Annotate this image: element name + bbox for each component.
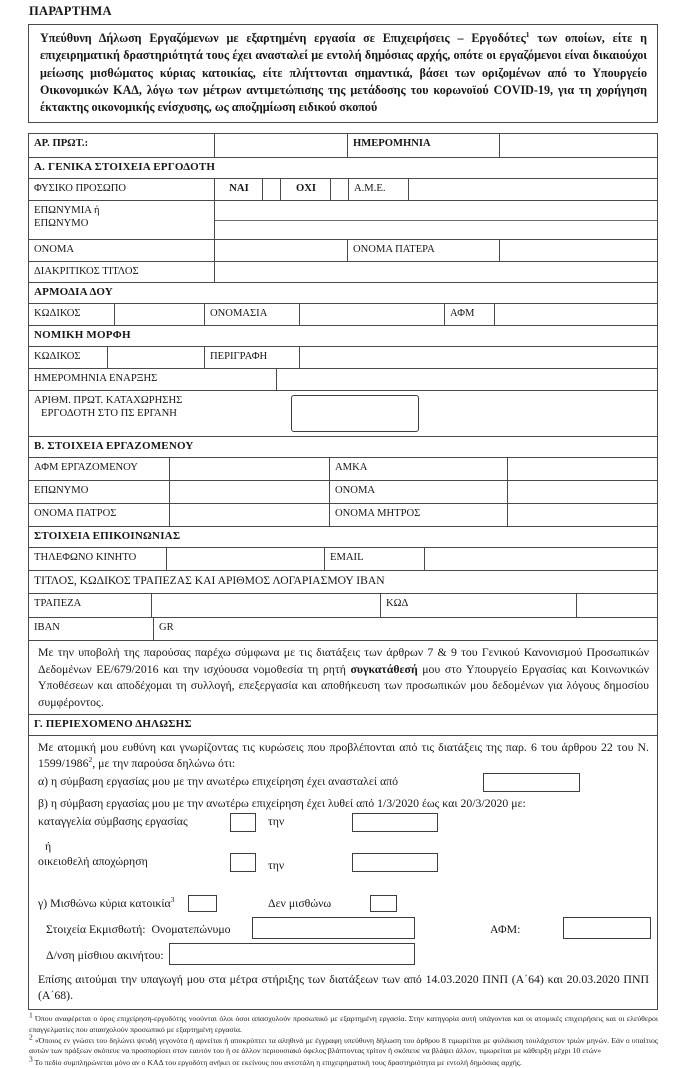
trapeza-label: ΤΡΑΠΕΖΑ [34, 598, 82, 610]
footnote-3-marker: 3 [29, 1054, 33, 1064]
ame-label: Α.Μ.Ε. [348, 179, 408, 200]
eponymia-value-field-2[interactable] [215, 220, 657, 240]
onoma-patros-value-field[interactable] [169, 504, 329, 526]
contact-title: ΣΤΟΙΧΕΙΑ ΕΠΙΚΟΙΝΩΝΙΑΣ [34, 530, 181, 543]
nomiki-kodikos-label: ΚΩΔΙΚΟΣ [34, 351, 81, 363]
diakritikos-label: ΔΙΑΚΡΙΤΙΚΟΣ ΤΙΤΛΟΣ [34, 266, 139, 278]
declaration-intro-part2: , με την παρούσα δηλώνω ότι: [92, 756, 236, 771]
kataggelia-date-box[interactable] [352, 813, 438, 832]
eponymo-value-field[interactable] [169, 481, 329, 503]
onomateponymo-label: Ονοματεπώνυμο [151, 922, 231, 937]
declaration-intro [38, 739, 649, 771]
line-or [38, 838, 649, 852]
row-enarxi [29, 368, 657, 390]
onoma-patera-label: ΟΝΟΜΑ ΠΑΤΕΡΑ [347, 240, 499, 261]
footnote-marker-3: 3 [170, 895, 175, 905]
trapeza-value-field[interactable] [151, 594, 380, 617]
section-c-title: Γ. ΠΕΡΙΕΧΟΜΕΝΟ ΔΗΛΩΣΗΣ [34, 718, 192, 731]
tilefono-value-field[interactable] [166, 548, 324, 570]
den-misthono-checkbox[interactable] [370, 895, 397, 912]
ar-prot-value-field[interactable] [214, 134, 347, 157]
apoxorisi-tin-label: την [268, 858, 285, 873]
ar-prot-label: ΑΡ. ΠΡΩΤ.: [34, 138, 89, 150]
footnote-1-marker: 1 [29, 1010, 33, 1020]
iban-label: ΙΒΑΝ [34, 622, 60, 634]
iban-value-field[interactable] [153, 618, 657, 640]
row-section-c [29, 714, 657, 735]
eponymia-label [29, 201, 214, 239]
footnote-1-text: Όπου αναφέρεται ο όρος επιχείρηση-εργοδότης νοούνται όλοι όσοι απασχολούν προσωπικό με εξαρτημένη εργασία. Στην κατηγορία αυτή υπάγονται και οι ατομικές επιχειρήσεις και οι ελεύθεροι επαγγελματίες που απασχολούν προσωπικό με εξαρτημένη εργασία. [29, 1014, 658, 1034]
anastoli-date-box[interactable] [483, 773, 580, 792]
consent-part1: Με την υποβολή της παρούσας παρέχω σύμφωνα με τις διατάξεις των άρθρων 7 & 9 του Γενικού Κανονισμού Προσωπικών Δεδομένων ΕΕ/679/2016 και την ισχύουσα νομοθεσία τη ρητή [38, 645, 649, 676]
nai-checkbox[interactable] [262, 179, 280, 200]
afm-ekmisthoti-label: ΑΦΜ: [490, 922, 521, 937]
doy-onomasia-label: ΟΝΟΜΑΣΙΑ [204, 304, 299, 325]
row-nomiki [29, 346, 657, 368]
doy-onomasia-value-field[interactable] [299, 304, 444, 325]
row-declaration [29, 735, 657, 1009]
footnote-marker-2: 2 [88, 755, 93, 765]
row-fysiko-prosopo [29, 178, 657, 200]
footnote-3 [29, 1054, 658, 1068]
consent-part2: μου στο Υπουργείο Εργασίας και Κοινωνικών Υποθέσεων και αποδέχομαι τη συλλογή, επεξεργασία και αποθήκευση των προσωπικών μου δεδομένων για λόγους δημοσίου συμφέροντος. [38, 661, 649, 709]
ekmisthotis-label [46, 921, 231, 937]
row-contact-header [29, 526, 657, 547]
ergani-label [29, 391, 289, 436]
afm-ergazomenou-label: ΑΦΜ ΕΡΓΑΖΟΜΕΝΟΥ [34, 462, 138, 474]
enarxi-label: ΗΜΕΡΟΜΗΝΙΑ ΕΝΑΡΞΗΣ [34, 373, 158, 385]
kataggelia-tin-label: την [268, 814, 285, 829]
line-ekmisthotis [38, 917, 649, 943]
row-eponymia [29, 200, 657, 239]
row-eponymo [29, 480, 657, 503]
imerominia-value-field[interactable] [499, 134, 657, 157]
apoxorisi-checkbox[interactable] [230, 853, 256, 872]
line-apoxorisi [38, 852, 649, 878]
imerominia-label: ΗΜΕΡΟΜΗΝΙΑ [347, 134, 499, 157]
row-onoma [29, 239, 657, 261]
page-title: ΠΑΡΑΡΤΗΜΑ [29, 4, 112, 18]
consent-paragraph [29, 641, 657, 714]
row-onoma-patros [29, 503, 657, 526]
eponymia-value-field-1[interactable] [215, 201, 657, 220]
row-ergani [29, 390, 657, 436]
eponymia-label-line1: ΕΠΩΝΥΜΙΑ ή [34, 205, 100, 217]
footnote-marker-1: 1 [525, 29, 530, 39]
doy-afm-value-field[interactable] [494, 304, 657, 325]
iban-gr-prefix: GR [159, 622, 174, 634]
row-iban [29, 617, 657, 640]
row-bank-header [29, 570, 657, 593]
footnote-2-text: «Όποιος εν γνώσει του δηλώνει ψευδή γεγονότα ή αρνείται ή αποκρύπτει τα αληθινά με έγγραφη υπεύθυνη δήλωση του άρθρου 8 τιμωρείται με φυλάκιση τουλάχιστον τριών μηνών. Εάν ο υπαίτιος αυτών των πράξεων σκόπευε να προσπορίσει στον εαυτόν του ή σε άλλον περιουσιακό όφελος βλάπτοντας τρίτον ή σκόπευε να βλάψει άλλον, τιμωρείται με κάθειρξη μέχρι 10 ετών» [29, 1035, 658, 1056]
doy-kodikos-label: ΚΩΔΙΚΟΣ [34, 308, 81, 320]
ergani-label-line2: ΕΡΓΟΔΟΤΗ ΣΤΟ ΠΣ ΕΡΓΑΝΗ [41, 408, 177, 420]
onomateponymo-box[interactable] [252, 917, 415, 939]
line-item-b [38, 795, 649, 812]
amka-value-field[interactable] [507, 458, 657, 480]
enarxi-value-field[interactable] [276, 369, 657, 390]
den-misthono-label: Δεν μισθώνω [268, 896, 332, 911]
item-b-text: β) η σύμβαση εργασίας μου με την ανωτέρω επιχείρηση έχει λυθεί από 1/3/2020 έως και 20/3/2020 με: [38, 796, 526, 811]
row-diakritikos [29, 261, 657, 282]
ergani-label-line1: ΑΡΙΘΜ. ΠΡΩΤ. ΚΑΤΑΧΩΡΗΣΗΣ [34, 395, 183, 407]
line-item-c [38, 894, 649, 917]
intro-declaration-text [28, 24, 658, 123]
footnote-3-text: Το πεδίο συμπληρώνεται μόνο αν ο ΚΑΔ του εργοδότη ανήκει σε εκείνους που ανεστάλη η επιχειρηματική τους δραστηριότητα με εντολή δημόσιας αρχής. [32, 1057, 522, 1067]
kod-value-field[interactable] [576, 594, 657, 617]
or-label: ή [45, 839, 52, 854]
onoma-mitros-value-field[interactable] [507, 504, 657, 526]
nai-label: ΝΑΙ [214, 179, 262, 200]
oxi-label: ΟΧΙ [280, 179, 330, 200]
footnotes [29, 1010, 658, 1068]
eponymia-label-line2: ΕΠΩΝΥΜΟ [34, 218, 89, 230]
intro-text-part2: των οποίων, είτε η επιχειρηματική δραστηριότητά τους έχει ανασταλεί με εντολή δημόσιας αρχής, οπότε οι εργαζόμενοι είναι δικαιούχοι μείωσης μισθώματος κύριας κατοικίας, είτε πλήττονται σημαντικά, βάσει των οριζομένων από το Υπουργείο Οικονομικών ΚΑΔ, λόγω των μέτρων αντιμετώπισης της μετάδοσης του κορωνοϊού COVID-19, για τη χορήγηση έκτακτης οικονομικής ενίσχυσης, ως αποζημίωση ειδικού σκοπού [40, 31, 647, 115]
episis-paragraph: Επίσης αιτούμαι την υπαγωγή μου στα μέτρα στήριξης των διατάξεων των από 14.03.2020 ΠΝΠ (Α΄64) και 20.03.2020 ΠΝΠ (Α΄68). [38, 972, 649, 1003]
nomiki-title: ΝΟΜΙΚΗ ΜΟΡΦΗ [34, 329, 131, 342]
amka-label: ΑΜΚΑ [329, 458, 507, 480]
row-doy-header [29, 282, 657, 303]
intro-text-part1: Υπεύθυνη Δήλωση Εργαζόμενων με εξαρτημένη εργασία σε Επιχειρήσεις – Εργοδότες [40, 31, 526, 45]
misthono-label [38, 895, 174, 911]
kataggelia-label: καταγγελία σύμβασης εργασίας [38, 814, 188, 829]
nomiki-kodikos-value-field[interactable] [107, 347, 204, 368]
declaration-content [29, 736, 657, 1009]
footnote-2 [29, 1032, 658, 1057]
fysiko-prosopo-label: ΦΥΣΙΚΟ ΠΡΟΣΩΠΟ [34, 183, 127, 195]
diakritikos-value-field[interactable] [214, 262, 657, 282]
apoxorisi-label: οικειοθελή αποχώρηση [38, 854, 148, 869]
onoma-patera-value-field[interactable] [499, 240, 657, 261]
afm-ekmisthoti-box[interactable] [563, 917, 651, 939]
line-dnsi [38, 943, 649, 968]
onoma-value-field[interactable] [214, 240, 347, 261]
main-form-table [28, 133, 658, 1010]
email-label: EMAIL [324, 548, 424, 570]
ame-value-field[interactable] [408, 179, 657, 200]
row-consent [29, 640, 657, 714]
afm-ergazomenou-value-field[interactable] [169, 458, 329, 480]
misthono-text: γ) Μισθώνω κύρια κατοικία [38, 896, 171, 911]
onoma-patros-label: ΟΝΟΜΑ ΠΑΤΡΟΣ [34, 508, 117, 520]
ekmisthotis-label-text: Στοιχεία Εκμισθωτή: [46, 922, 146, 937]
nomiki-perigrafi-value-field[interactable] [299, 347, 657, 368]
section-b-title: Β. ΣΤΟΙΧΕΙΑ ΕΡΓΑΖΟΜΕΝΟΥ [34, 440, 194, 453]
eponymo-label: ΕΠΩΝΥΜΟ [34, 485, 89, 497]
declaration-intro-part1: Με ατομική μου ευθύνη και γνωρίζοντας τις κυρώσεις που προβλέπονται από τις διατάξεις της παρ. 6 του άρθρου 22 του Ν. 1599/1986 [38, 740, 649, 771]
line-item-a [38, 773, 649, 795]
oxi-checkbox[interactable] [330, 179, 348, 200]
item-a-text: α) η σύμβαση εργασίας μου με την ανωτέρω επιχείρηση έχει ανασταλεί από [38, 774, 398, 789]
bank-title: ΤΙΤΛΟΣ, ΚΩΔΙΚΟΣ ΤΡΑΠΕΖΑΣ ΚΑΙ ΑΡΙΘΜΟΣ ΛΟΓΑΡΙΑΣΜΟΥ ΙΒΑΝ [34, 574, 385, 588]
row-section-b [29, 436, 657, 457]
email-value-field[interactable] [424, 548, 657, 570]
doy-kodikos-value-field[interactable] [114, 304, 204, 325]
row-nomiki-header [29, 325, 657, 346]
onoma-b-value-field[interactable] [507, 481, 657, 503]
declaration-gap [38, 878, 649, 894]
row-protocol [29, 134, 657, 157]
row-afm-ergazomenou [29, 457, 657, 480]
doy-title: ΑΡΜΟΔΙΑ ΔΟΥ [34, 286, 113, 299]
misthono-checkbox[interactable] [188, 895, 217, 912]
tilefono-label: ΤΗΛΕΦΩΝΟ ΚΙΝΗΤΟ [34, 552, 137, 564]
kataggelia-checkbox[interactable] [230, 813, 256, 832]
row-doy [29, 303, 657, 325]
consent-bold-word: συγκατάθεσή [350, 661, 418, 676]
dnsi-box[interactable] [169, 943, 415, 965]
row-trapeza [29, 593, 657, 617]
footnote-1 [29, 1010, 658, 1035]
row-tilefono [29, 547, 657, 570]
nomiki-perigrafi-label: ΠΕΡΙΓΡΑΦΗ [204, 347, 299, 368]
apoxorisi-date-box[interactable] [352, 853, 438, 872]
ergani-value-box[interactable] [291, 395, 419, 432]
row-section-a [29, 157, 657, 178]
onoma-b-label: ΟΝΟΜΑ [329, 481, 507, 503]
kod-label: ΚΩΔ [380, 594, 576, 617]
doy-afm-label: ΑΦΜ [444, 304, 494, 325]
section-a-title: Α. ΓΕΝΙΚΑ ΣΤΟΙΧΕΙΑ ΕΡΓΟΔΟΤΗ [34, 161, 216, 174]
line-kataggelia [38, 812, 649, 838]
onoma-mitros-label: ΟΝΟΜΑ ΜΗΤΡΟΣ [329, 504, 507, 526]
dnsi-label: Δ/νση μίσθιου ακινήτου: [46, 948, 164, 963]
onoma-label: ΟΝΟΜΑ [34, 244, 75, 256]
footnote-2-marker: 2 [29, 1032, 33, 1042]
